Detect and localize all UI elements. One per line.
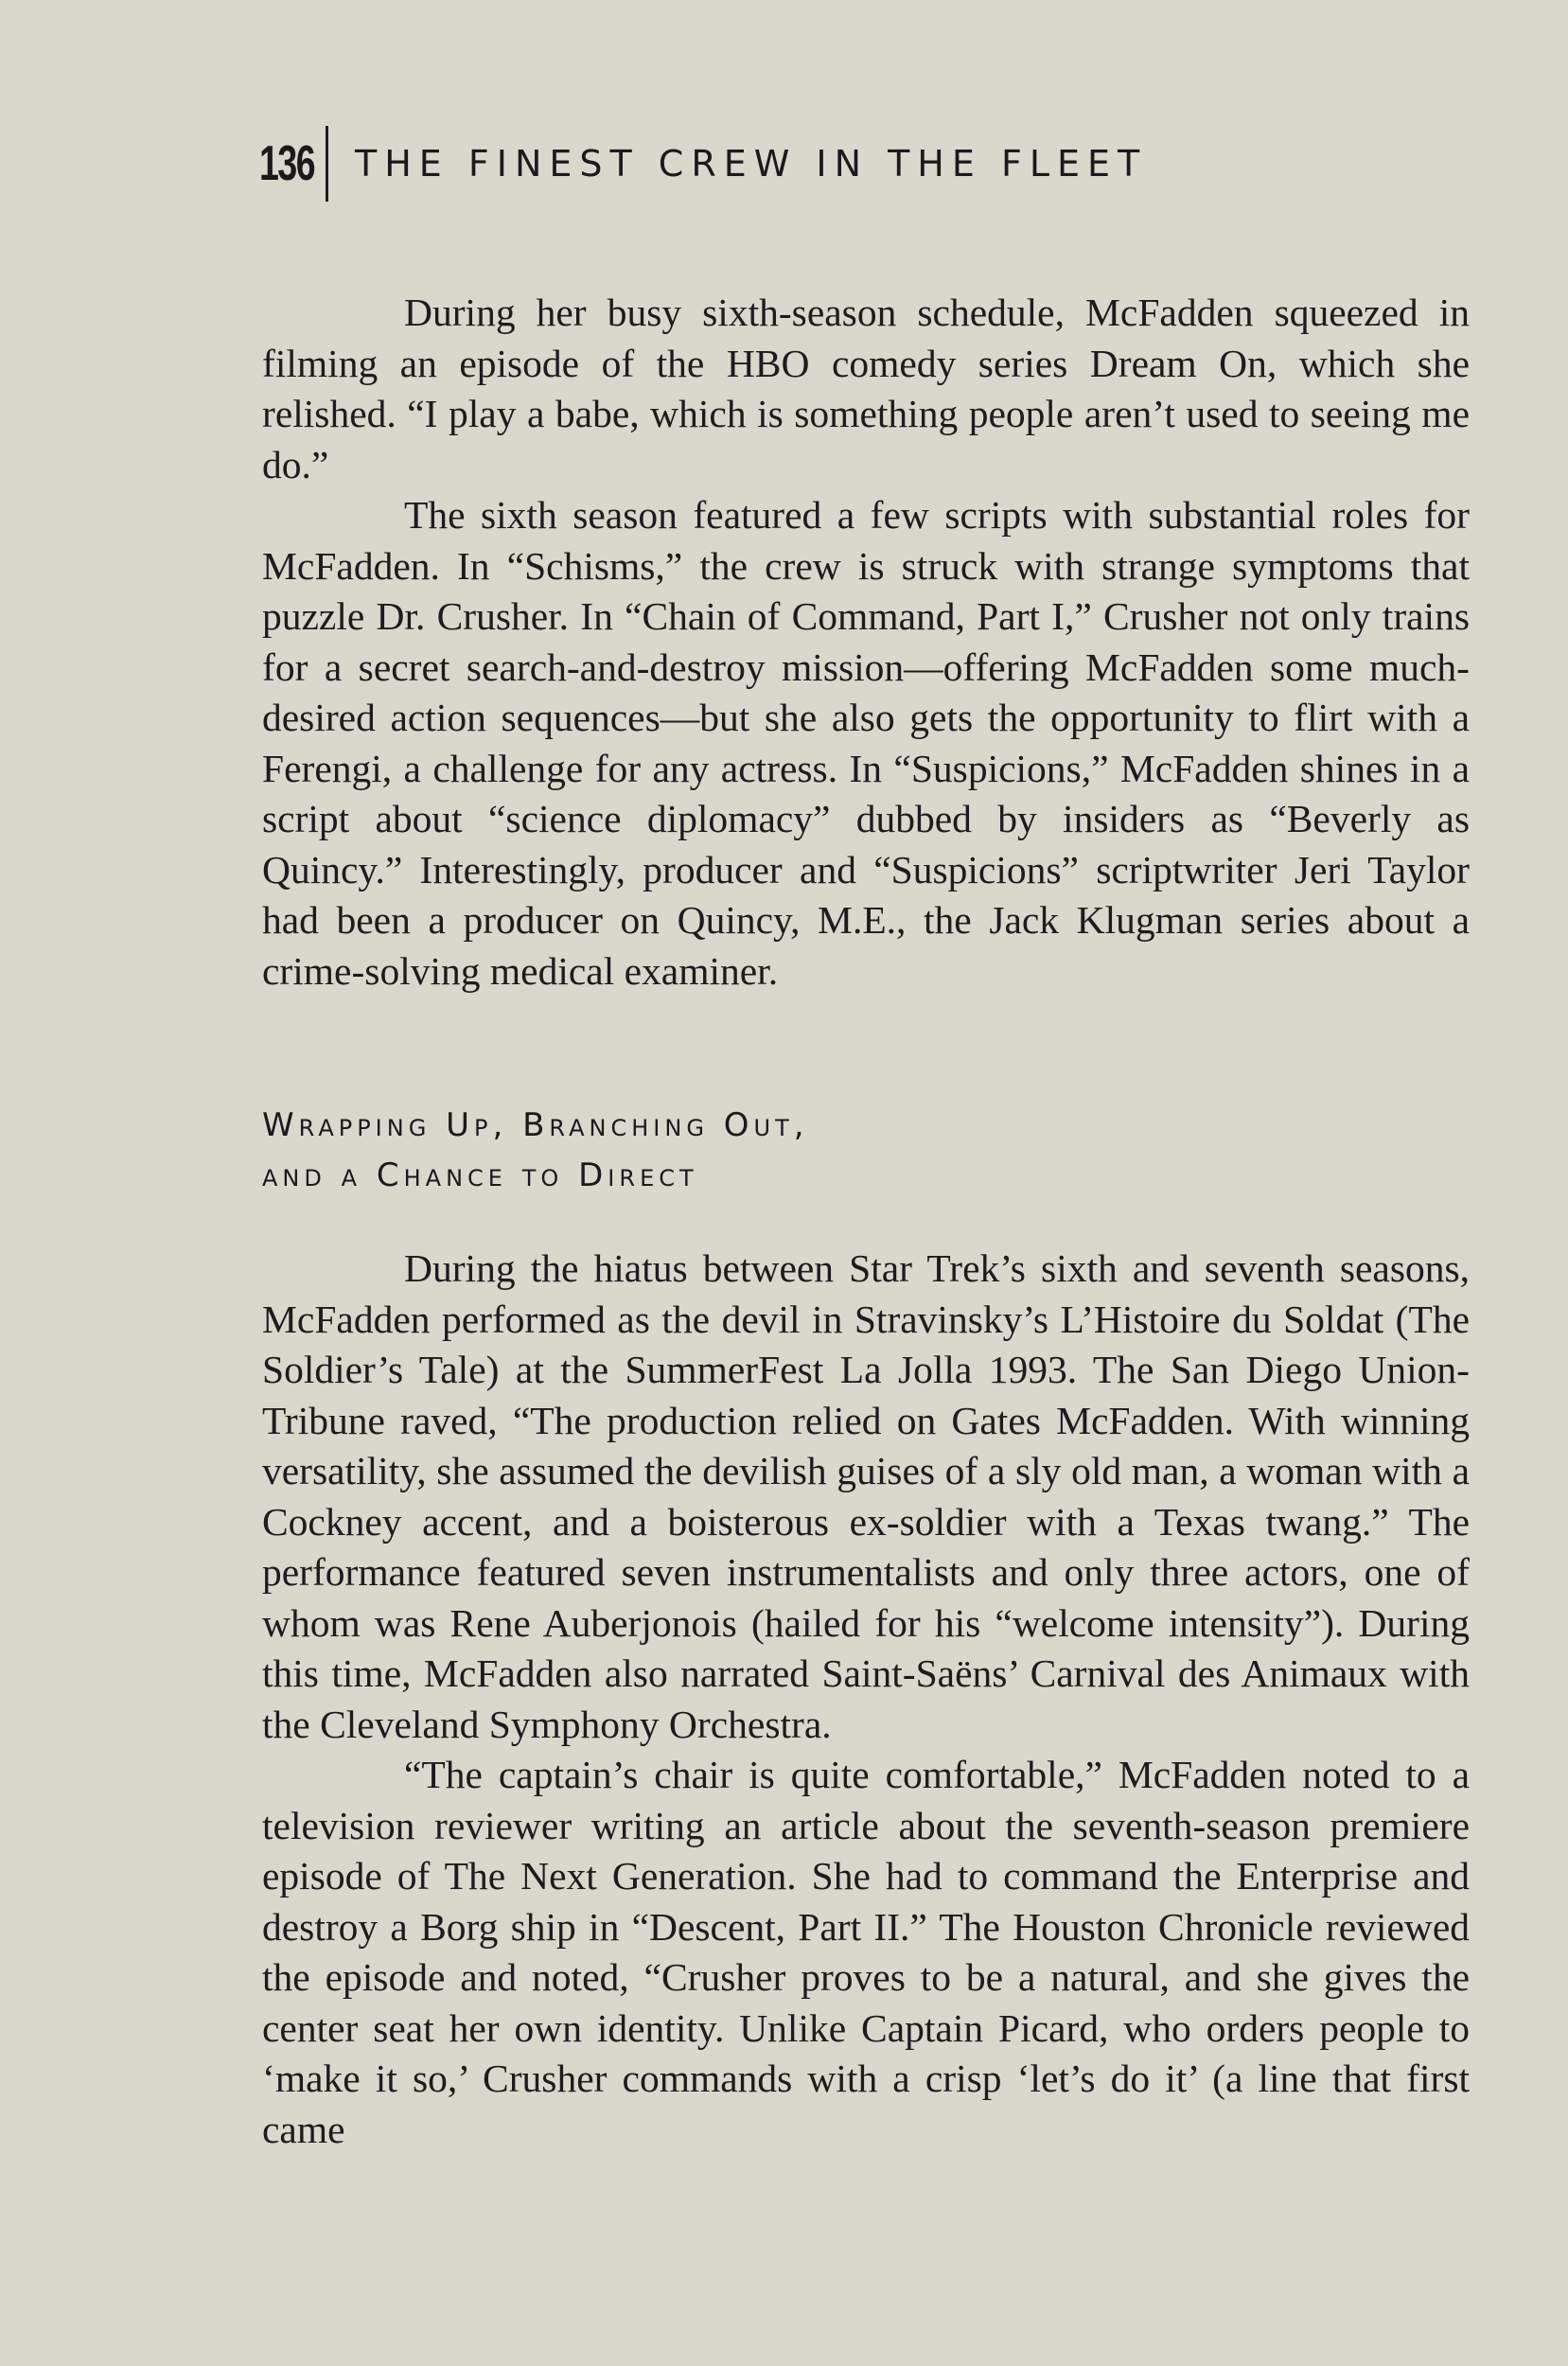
running-title: THE FINEST CREW IN THE FLEET: [355, 143, 1148, 185]
paragraph: The sixth season featured a few scripts with substantial roles for McFadden. In “Schisms,” the crew is struck with strange symptoms that puzzle Dr. Crusher. In “Chain of Command, Part I,” Crusher not only trains for a secret search-and-destroy mission—offering McFadden some much-desired action sequences—but she also gets the opportunity to flirt with a Ferengi, a challenge for any actress. In “Suspicions,” McFadden shines in a script about “science diplomacy” dubbed by insiders as “Beverly as Quincy.” Interestingly, producer and “Suspicions” scriptwriter Jeri Taylor had been a producer on Quincy, M.E., the Jack Klugman series about a crime-solving medical examiner.: [262, 493, 1470, 993]
page-number: 136: [259, 136, 315, 191]
paragraph: During the hiatus between Star Trek’s sixth and seventh seasons, McFadden performed as the devil in Stravinsky’s L’Histoire du Soldat (The Soldier’s Tale) at the SummerFest La Jolla 1993. The San Diego Union-Tribune raved, “The production relied on Gates McFadden. With winning versatility, she assumed the devilish guises of a sly old man, a woman with a Cockney accent, and a boisterous ex-soldier with a Texas twang.” The performance featured seven instrumentalists and only three actors, one of whom was Rene Auberjonois (hailed for his “welcome intensity”). During this time, McFadden also narrated Saint-Saëns’ Carnival des Animaux with the Cleveland Symphony Orchestra.: [262, 1246, 1470, 1746]
section-heading-line: Wrapping Up, Branching Out,: [262, 1106, 809, 1144]
header-divider: [326, 126, 328, 202]
paragraph: During her busy sixth-season schedule, McFadden squeezed in filming an episode of the HBO comedy series Dream On, which she relished. “I play a babe, which is something people aren’t used to seeing me do.”: [262, 291, 1470, 486]
section-heading: [262, 1101, 1470, 1201]
body-text-bottom: [262, 1244, 1470, 2155]
body-text-top: [262, 288, 1470, 997]
page-header: [259, 131, 1147, 197]
paragraph: “The captain’s chair is quite comfortable,” McFadden noted to a television reviewer writing an article about the seventh-season premiere episode of The Next Generation. She had to command the Enterprise and destroy a Borg ship in “Descent, Part II.” The Houston Chronicle reviewed the episode and noted, “Crusher proves to be a natural, and she gives the center seat her own identity. Unlike Captain Picard, who orders people to ‘make it so,’ Crusher commands with a crisp ‘let’s do it’ (a line that first came: [262, 1753, 1470, 2151]
section-heading-line: and a Chance to Direct: [262, 1157, 698, 1194]
